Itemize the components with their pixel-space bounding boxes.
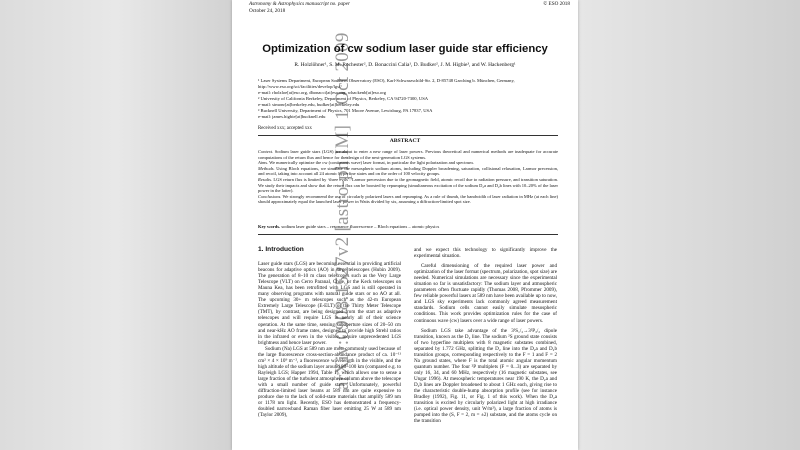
methods-text: Using Bloch equations, we simulate the mesospheric sodium atoms, including Doppler broadening, saturation, collisional relaxation, Larmor precession, and recoil, taking into account all 24 atomic hyperfine states and on the order of 100 velocity groups.: [258, 165, 558, 177]
right-column: [414, 247, 557, 424]
background-left: [0, 0, 232, 450]
abstract-top-rule: [258, 135, 558, 136]
aims-label: Aims.: [258, 160, 269, 166]
methods-label: Methods.: [258, 165, 275, 171]
intro-paragraph-1: Laser guide stars (LGS) are becoming essential in providing artificial beacons for adaptive optics (AO) in large telescopes (Hubin 2009). The generation of 8–10 m class telescopes such as the Very Large Telescope (VLT) on Cerro Paranal, Chile, or the Keck telescopes on Mauna Kea, has been retrofitted with LGS and is still operated in many observing programs with natural guide stars or no AO at all. The upcoming 30+ m telescopes such as the 42-m European Extremely Large Telescope (E-ELT) or the Thirty Meter Telescope (TMT), by contrast, are being designed from the start as adaptive telescopes and will require LGS in nearly all of their science operation. At the same time, sensing subaperture sizes of 20–50 cm and near-kHz AO frame rates, designed to provide high Strehl ratios in the infrared or even in the visible, require unprecedented LGS brightness and hence laser power.: [258, 261, 401, 346]
author-list: R. Holzlöhner¹, S. M. Rochester², D. Bonaccini Calia¹, D. Budker², J. M. Higbie³, and W. Hackenberg¹: [294, 62, 516, 68]
section-heading-introduction: 1. Introduction: [258, 246, 304, 253]
abstract-conclusions: [258, 194, 558, 205]
journal-header: Astronomy & Astrophysics manuscript no. paper: [249, 1, 350, 7]
keywords-text: sodium laser guide stars – resonance fluorescence – Bloch equations – atomic physics: [281, 224, 440, 229]
abstract-heading: ABSTRACT: [389, 138, 421, 144]
abstract-context: [258, 149, 558, 160]
abstract-body: [258, 149, 558, 205]
affiliations: [258, 78, 558, 120]
keywords-line: [258, 224, 558, 229]
conclusions-text: We strongly recommend the use of circularly polarized lasers and repumping. As a rule of thumb, the bandwidth of laser radiation in MHz (at each line) should approximately equal the launched laser power in Watts divided by six, assuming a diffraction-limited spot size.: [258, 193, 559, 205]
intro-paragraph-3: and we expect this technology to significantly improve the experimental situation.: [414, 247, 557, 260]
paper-title: Optimization of cw sodium laser guide star efficiency: [262, 43, 548, 55]
affiliation-1-email: e-mail: rholzloe[at]eso.org, dbonacci[at]eso.org, whackenb[at]eso.org: [258, 89, 387, 95]
affiliation-3-email: e-mail: james.higbie[at]bucknell.edu: [258, 113, 326, 119]
affiliation-2-email: e-mail: simonr[at]berkeley.edu, budker[at]berkeley.edu: [258, 101, 360, 107]
abstract-results: [258, 177, 558, 194]
keywords-label: Key words.: [258, 224, 281, 229]
received-line: Received xxx; accepted xxx: [258, 126, 312, 131]
background-right: [578, 0, 800, 450]
affiliation-2: ² University of California Berkeley, Department of Physics, Berkeley, CA 94720-7300, USA: [258, 95, 429, 101]
paper-page: [232, 0, 578, 450]
header-date: October 24, 2018: [249, 8, 286, 14]
intro-paragraph-2: Sodium (Na) LGS at 589 nm are most commonly used because of the large fluorescence cross-section-abundance product of ca. 10⁻¹¹ cm² × 4 × 10⁹ m⁻², a fluorescence wavelength in the visible, and the high altitude of the sodium layer around 80–100 km (compared e.g. to Rayleigh LGS; Happer 1994, Table 1), which allows one to sense a large fraction of the turbulent atmosphere column above the telescope with a small number of guide stars. Unfortunately, powerful diffraction-limited laser beams at 589 nm are quite expensive to produce due to the lack of solid-state materials that amplify 589 nm or 1178 nm light. Recently, ESO has demonstrated a frequency-doubled narrowband Raman fiber laser emitting 25 W at 589 nm (Taylor 2009),: [258, 345, 402, 419]
left-column: [258, 247, 401, 418]
abstract-bottom-rule: [258, 234, 558, 235]
copyright-notice: © ESO 2018: [543, 1, 570, 7]
arxiv-stamp: arXiv:0908.1527v2 [astro-ph.IM] 1 Oct 2009: [332, 32, 353, 390]
context-label: Context.: [258, 149, 274, 154]
affiliation-1: ¹ Laser Systems Department, European Southern Observatory (ESO), Karl-Schwarzschild-Str. 2, D-85748 Garching b. München, Germany, http://www.eso.org/sci/facilities/develop/lgsf/: [258, 78, 515, 89]
conclusions-label: Conclusions.: [258, 193, 282, 199]
intro-paragraph-5: Sodium LGS take advantage of the 3²S₁/₂→3²P₃/₂ dipole transition, known as the D₂ line. The sodium ²S ground state consists of two hyperfine multiplets with 8 magnetic substates combined, separated by 1.772 GHz, splitting the D₂ line into the D₂a and D₂b transition groups, corresponding respectively to the F = 1 and F = 2 Na ground states, where F is the total atomic angular momentum quantum number. The four ²P multiplets (F = 0...3) are separated by only 16, 34, and 60 MHz, respectively (16 magnetic substates, see Ungar 1996). At mesospheric temperatures near 190 K, the D₂a and D₂b lines are Doppler broadened to about 1 GHz each, giving rise to the characteristic double-hump absorption profile (see for instance Bradley (1992), Fig. 11, or Fig. 1 of this work). When the D₂a transition is excited by circularly polarized light at high irradiance (i.e. optical power density, unit W/m²), a large fraction of atoms is pumped into the (S, F = 2, m = ±2) substate, and the atoms cycle on the transition: [414, 327, 557, 425]
aims-text: We numerically optimize the cw (continuous wave) laser format, in particular the light polarization and spectrum.: [269, 160, 474, 166]
intro-paragraph-4: Careful dimensioning of the required laser power and optimization of the laser format (spectrum, polarization, spot size) are needed. Numerical simulations are necessary since the experimental situation so far is unsatisfactory: The sodium layer and atmospheric parameters often fluctuate rapidly (Thomas 2008, Pfrommer 2009), few reliable powerful lasers at 589 nm have been available up to now, and LGS sky experiments lack commonly agreed measurement standards. Sodium cells cannot easily simulate mesospheric conditions. This work provides optimization rules for the case of continuous wave (cw) lasers over a wide range of laser powers.: [414, 263, 557, 324]
affiliation-3: ³ Bucknell University, Department of Physics, 701 Moore Avenue, Lewisburg, PA 17837, USA: [258, 108, 433, 114]
results-text: LGS return flux is limited by ‘three evils’: Larmor precession due to the geomagnetic field, atomic recoil due to radiation pressure, and transition saturation. We study their impacts and show that the return flux can be boosted by repumping (simultaneous excitation of the sodium D₂a and D₂b lines with 10–20% of the laser power in the latter).: [258, 176, 559, 194]
context-text: Sodium laser guide stars (LGS) are about to enter a new range of laser powers. Previous theoretical and numerical methods are inadequate for accurate computations of the return flux and hence for the design of the next-generation LGS systems.: [258, 149, 559, 160]
abstract-methods: [258, 166, 558, 177]
results-label: Results.: [258, 176, 273, 182]
